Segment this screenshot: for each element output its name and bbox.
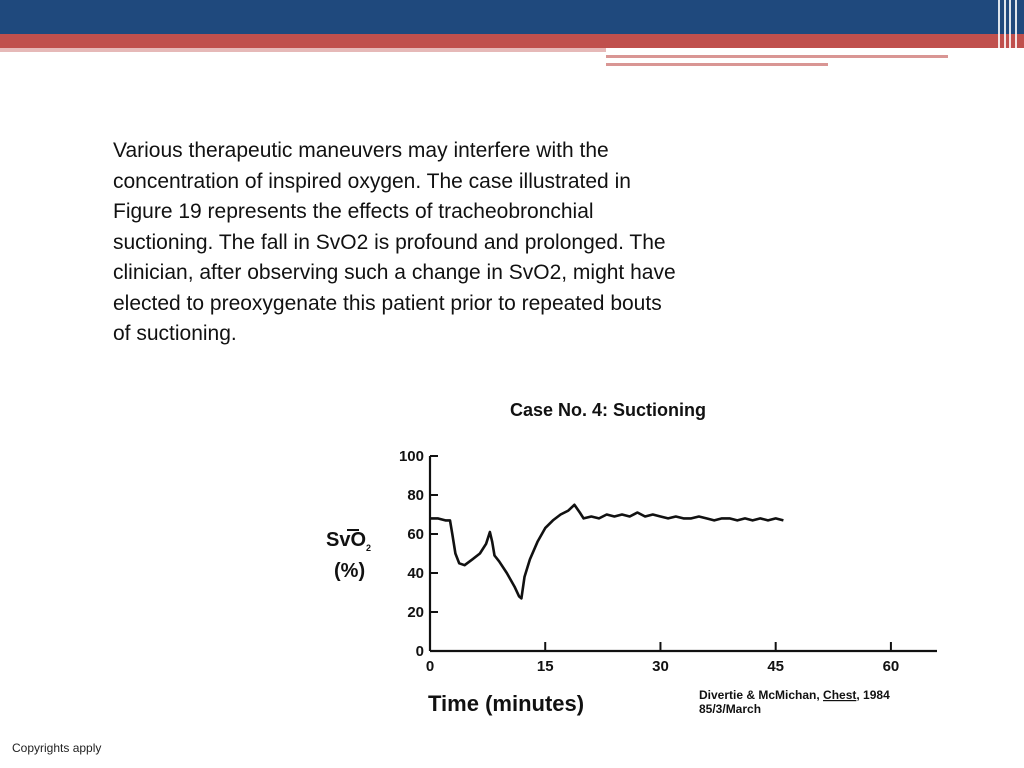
body-line: of suctioning. (113, 322, 237, 345)
x-tick-label: 15 (536, 658, 554, 675)
body-line: Various therapeutic maneuvers may interfere with the (113, 139, 609, 162)
y-tick-label: 80 (407, 487, 424, 504)
citation-line-1: Divertie & McMichan, Chest, 1984 (699, 688, 890, 702)
y-axis-unit: (%) (334, 560, 366, 582)
y-tick-label: 20 (407, 604, 424, 621)
body-line: Figure 19 represents the effects of tracheobronchial (113, 200, 594, 223)
body-line: concentration of inspired oxygen. The case illustrated in (113, 169, 631, 193)
y-axis-label: SvO$_2$ (326, 529, 372, 553)
x-tick-label: 0 (425, 658, 435, 675)
citation-line-2: 85/3/March (699, 702, 762, 716)
x-axis-label: Time (minutes) (428, 691, 585, 716)
y-tick-label: 60 (407, 526, 424, 543)
svo2-trace (430, 505, 783, 599)
footer-copyright: Copyrights apply (12, 741, 102, 755)
chart-title: Case No. 4: Suctioning (510, 400, 707, 420)
x-tick-label: 60 (882, 658, 900, 675)
body-line: clinician, after observing such a change in SvO2, might have (113, 261, 676, 284)
body-line: suctioning. The fall in SvO2 is profound and prolonged. The (113, 230, 666, 254)
body-line: elected to preoxygenate this patient prior to repeated bouts (113, 291, 662, 315)
x-tick-label: 45 (767, 658, 785, 675)
y-tick-label: 40 (407, 565, 424, 582)
y-tick-label: 0 (415, 643, 424, 660)
x-tick-label: 30 (652, 658, 669, 675)
y-tick-label: 100 (398, 448, 424, 465)
